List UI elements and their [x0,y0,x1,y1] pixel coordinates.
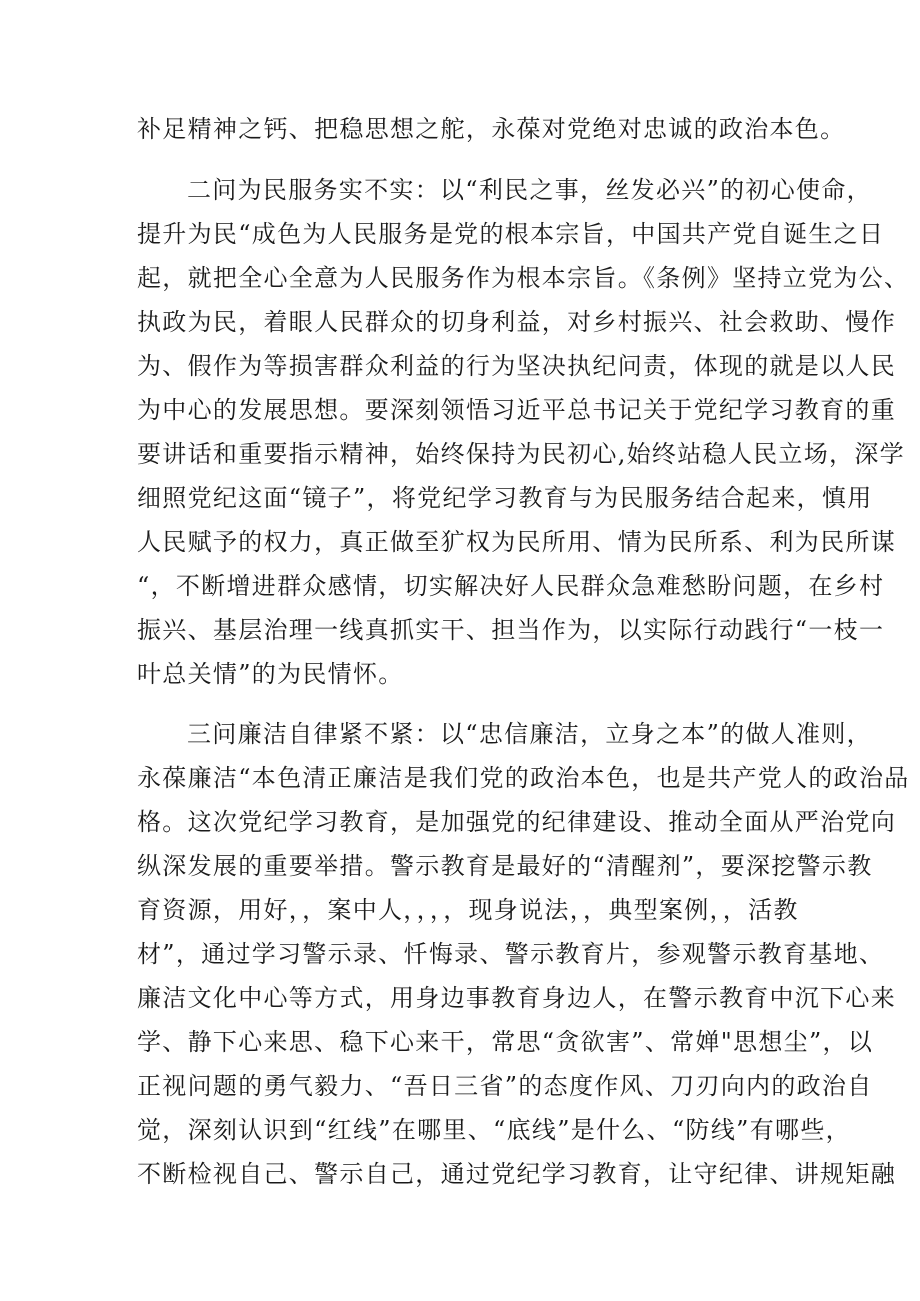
text-line: 正视问题的勇气毅力、“吾日三省”的态度作风、刀刃向内的政治自 [137,1072,873,1100]
paragraph-heading-line: 三问廉洁自律紧不紧：以“忠信廉洁，立身之本”的做人准则， [187,720,872,748]
text-line: 振兴、基层治理一线真抓实干、担当作为，以实际行动践行“一枝一 [137,616,885,644]
text-line: 不断检视自己、警示自己，通过党纪学习教育，让守纪律、讲规矩融 [137,1160,896,1188]
text-line: 为、假作为等损害群众利益的行为坚决执纪问责，体现的就是以人民 [137,352,896,380]
text-line: 起，就把全心全意为人民服务作为根本宗旨。《条例》坚持立党为公、 [137,264,910,292]
text-line: 为中心的发展思想。要深刻领悟习近平总书记关于党纪学习教育的重 [137,396,896,424]
text-line: 提升为民“成色为人民服务是党的根本宗旨，中国共产党自诞生之日 [137,220,885,248]
text-line: 学、静下心来思、稳下心来干，常思“贪欲害”、常婵"思想尘”，以 [137,1028,874,1056]
text-line: 觉，深刻认识到“红线”在哪里、“底线”是什么、“防线”有哪些， [137,1116,851,1144]
text-line: 永葆廉洁“本色清正廉洁是我们党的政治本色，也是共产党人的政治品 [137,764,910,792]
text-line: 格。这次党纪学习教育，是加强党的纪律建设、推动全面从严治党向 [137,808,896,836]
text-line: 纵深发展的重要举措。警示教育是最好的“清醒剂”，要深挖警示教 [137,852,873,880]
text-line: 执政为民，着眼人民群众的切身利益，对乡村振兴、社会救助、慢作 [137,308,896,336]
text-line: 人民赋予的权力，真正做至犷权为民所用、情为民所系、利为民所谋 [137,528,896,556]
text-line: 廉洁文化中心等方式，用身边事教育身边人，在警示教育中沉下心来 [137,984,896,1012]
text-line: 细照党纪这面“镜子”，将党纪学习教育与为民服务结合起来，慎用 [137,484,873,512]
text-line: 要讲话和重要指示精神，始终保持为民初心,始终站稳人民立场，深学 [137,440,905,468]
text-line: 补足精神之钙、把稳思想之舵，永葆对党绝对忠诚的政治本色。 [137,115,846,143]
text-line: 叶总关情”的为民情怀。 [137,660,404,688]
paragraph-heading-line: 二问为民服务实不实：以“利民之事，丝发必兴”的初心使命， [187,176,872,204]
text-line: 育资源，用好，，案中人，，，，现身说法，，典型案例，，活教 [137,896,799,924]
text-line: 材”，通过学习警示录、忏悔录、警示教育片，参观警示教育基地、 [137,940,885,968]
text-line: “，不断增进群众感情，切实解决好人民群众急难愁盼问题，在乡村 [137,572,885,600]
